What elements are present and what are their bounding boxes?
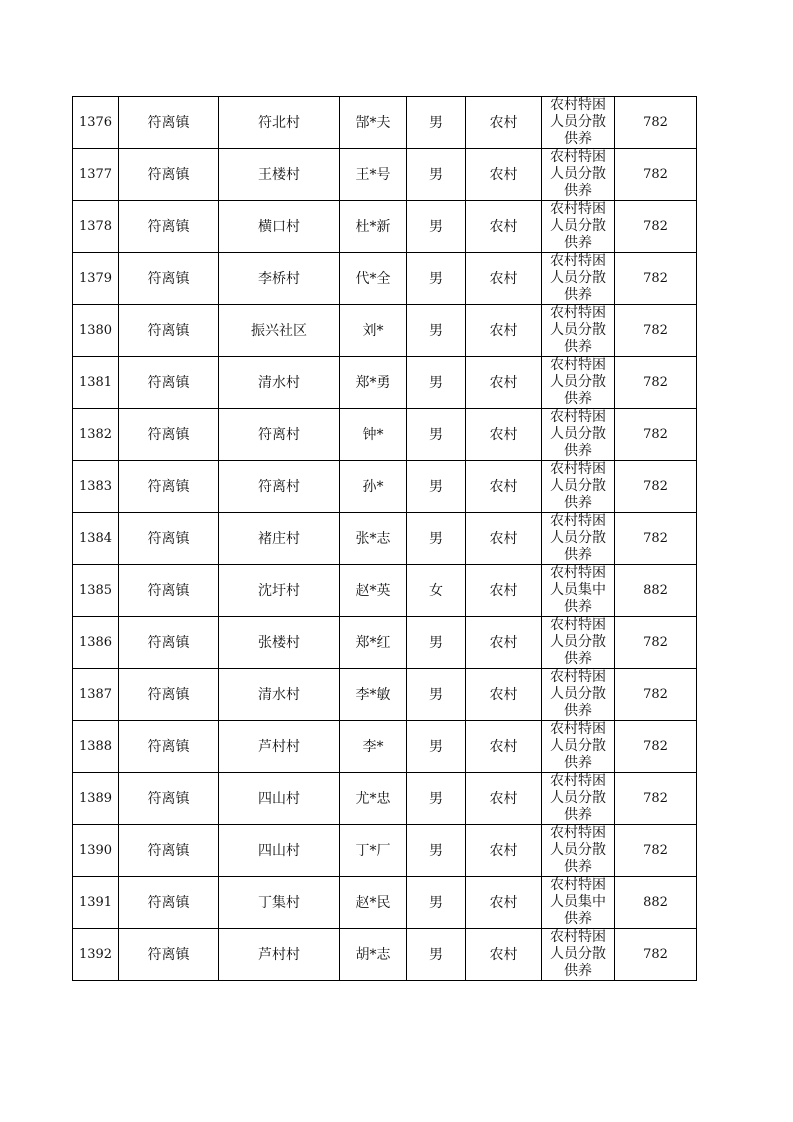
village-cell: 符北村 bbox=[219, 97, 340, 149]
support-type-wrap bbox=[546, 409, 610, 460]
table-row bbox=[73, 149, 697, 201]
support-type-wrap bbox=[546, 357, 610, 408]
gender-cell: 女 bbox=[407, 565, 466, 617]
support-type-text: 农村特困人员分散供养 bbox=[550, 305, 606, 355]
village-cell: 张楼村 bbox=[219, 617, 340, 669]
village-cell: 振兴社区 bbox=[219, 305, 340, 357]
support-type-wrap bbox=[546, 617, 610, 668]
support-type-text: 农村特困人员分散供养 bbox=[550, 149, 606, 199]
residence-type-cell: 农村 bbox=[466, 513, 542, 565]
gender-cell: 男 bbox=[407, 149, 466, 201]
support-type-wrap bbox=[546, 721, 610, 772]
village-cell: 四山村 bbox=[219, 773, 340, 825]
village-cell: 丁集村 bbox=[219, 877, 340, 929]
support-type-wrap bbox=[546, 461, 610, 512]
row-number-cell: 1389 bbox=[73, 773, 119, 825]
gender-cell: 男 bbox=[407, 201, 466, 253]
town-cell: 符离镇 bbox=[119, 149, 219, 201]
gender-cell: 男 bbox=[407, 409, 466, 461]
support-type-text: 农村特困人员分散供养 bbox=[550, 825, 606, 875]
support-type-wrap bbox=[546, 253, 610, 304]
residence-type-cell: 农村 bbox=[466, 929, 542, 981]
support-type-cell bbox=[542, 253, 615, 305]
support-type-wrap bbox=[546, 773, 610, 824]
residence-type-cell: 农村 bbox=[466, 357, 542, 409]
recipient-name-cell: 赵*英 bbox=[340, 565, 407, 617]
support-type-wrap bbox=[546, 305, 610, 356]
recipient-name-cell: 郜*夫 bbox=[340, 97, 407, 149]
amount-cell: 782 bbox=[615, 149, 697, 201]
village-cell: 横口村 bbox=[219, 201, 340, 253]
support-type-text: 农村特困人员分散供养 bbox=[550, 617, 606, 667]
support-type-cell bbox=[542, 97, 615, 149]
support-type-cell bbox=[542, 721, 615, 773]
gender-cell: 男 bbox=[407, 305, 466, 357]
village-cell: 四山村 bbox=[219, 825, 340, 877]
residence-type-cell: 农村 bbox=[466, 773, 542, 825]
support-type-text: 农村特困人员分散供养 bbox=[550, 201, 606, 251]
town-cell: 符离镇 bbox=[119, 565, 219, 617]
amount-cell: 782 bbox=[615, 513, 697, 565]
row-number-cell: 1380 bbox=[73, 305, 119, 357]
town-cell: 符离镇 bbox=[119, 669, 219, 721]
row-number-cell: 1379 bbox=[73, 253, 119, 305]
recipient-name-cell: 代*全 bbox=[340, 253, 407, 305]
amount-cell: 782 bbox=[615, 721, 697, 773]
residence-type-cell: 农村 bbox=[466, 253, 542, 305]
table-row bbox=[73, 721, 697, 773]
residence-type-cell: 农村 bbox=[466, 617, 542, 669]
town-cell: 符离镇 bbox=[119, 929, 219, 981]
town-cell: 符离镇 bbox=[119, 201, 219, 253]
amount-cell: 782 bbox=[615, 617, 697, 669]
village-cell: 芦村村 bbox=[219, 929, 340, 981]
gender-cell: 男 bbox=[407, 97, 466, 149]
gender-cell: 男 bbox=[407, 825, 466, 877]
village-cell: 褚庄村 bbox=[219, 513, 340, 565]
table-row bbox=[73, 513, 697, 565]
support-type-cell bbox=[542, 461, 615, 513]
row-number-cell: 1377 bbox=[73, 149, 119, 201]
row-number-cell: 1392 bbox=[73, 929, 119, 981]
support-type-wrap bbox=[546, 877, 610, 928]
village-cell: 清水村 bbox=[219, 669, 340, 721]
residence-type-cell: 农村 bbox=[466, 201, 542, 253]
town-cell: 符离镇 bbox=[119, 617, 219, 669]
support-type-cell bbox=[542, 669, 615, 721]
support-type-cell bbox=[542, 409, 615, 461]
row-number-cell: 1386 bbox=[73, 617, 119, 669]
table-row bbox=[73, 357, 697, 409]
gender-cell: 男 bbox=[407, 357, 466, 409]
residence-type-cell: 农村 bbox=[466, 97, 542, 149]
row-number-cell: 1378 bbox=[73, 201, 119, 253]
support-type-text: 农村特困人员分散供养 bbox=[550, 97, 606, 147]
support-type-cell bbox=[542, 305, 615, 357]
gender-cell: 男 bbox=[407, 669, 466, 721]
amount-cell: 782 bbox=[615, 669, 697, 721]
amount-cell: 882 bbox=[615, 565, 697, 617]
support-type-text: 农村特困人员分散供养 bbox=[550, 929, 606, 979]
town-cell: 符离镇 bbox=[119, 721, 219, 773]
recipient-name-cell: 孙* bbox=[340, 461, 407, 513]
village-cell: 王楼村 bbox=[219, 149, 340, 201]
amount-cell: 782 bbox=[615, 773, 697, 825]
support-type-cell bbox=[542, 877, 615, 929]
table-row bbox=[73, 461, 697, 513]
support-type-wrap bbox=[546, 149, 610, 200]
table-row bbox=[73, 877, 697, 929]
town-cell: 符离镇 bbox=[119, 773, 219, 825]
support-type-text: 农村特困人员集中供养 bbox=[550, 565, 606, 615]
table-row bbox=[73, 929, 697, 981]
amount-cell: 782 bbox=[615, 461, 697, 513]
table-row bbox=[73, 617, 697, 669]
residence-type-cell: 农村 bbox=[466, 825, 542, 877]
village-cell: 清水村 bbox=[219, 357, 340, 409]
row-number-cell: 1390 bbox=[73, 825, 119, 877]
table-row bbox=[73, 669, 697, 721]
support-type-wrap bbox=[546, 201, 610, 252]
recipient-name-cell: 王*号 bbox=[340, 149, 407, 201]
row-number-cell: 1383 bbox=[73, 461, 119, 513]
gender-cell: 男 bbox=[407, 461, 466, 513]
amount-cell: 782 bbox=[615, 825, 697, 877]
gender-cell: 男 bbox=[407, 877, 466, 929]
row-number-cell: 1385 bbox=[73, 565, 119, 617]
gender-cell: 男 bbox=[407, 721, 466, 773]
support-type-text: 农村特困人员分散供养 bbox=[550, 461, 606, 511]
support-type-wrap bbox=[546, 929, 610, 980]
row-number-cell: 1391 bbox=[73, 877, 119, 929]
residence-type-cell: 农村 bbox=[466, 877, 542, 929]
recipient-name-cell: 李* bbox=[340, 721, 407, 773]
town-cell: 符离镇 bbox=[119, 461, 219, 513]
support-type-text: 农村特困人员分散供养 bbox=[550, 669, 606, 719]
recipient-name-cell: 刘* bbox=[340, 305, 407, 357]
table-row bbox=[73, 305, 697, 357]
amount-cell: 782 bbox=[615, 929, 697, 981]
row-number-cell: 1382 bbox=[73, 409, 119, 461]
support-type-cell bbox=[542, 565, 615, 617]
table-body bbox=[73, 97, 697, 981]
town-cell: 符离镇 bbox=[119, 825, 219, 877]
support-type-cell bbox=[542, 617, 615, 669]
support-type-text: 农村特困人员分散供养 bbox=[550, 409, 606, 459]
recipient-name-cell: 胡*志 bbox=[340, 929, 407, 981]
recipient-name-cell: 杜*新 bbox=[340, 201, 407, 253]
residence-type-cell: 农村 bbox=[466, 721, 542, 773]
amount-cell: 782 bbox=[615, 357, 697, 409]
residence-type-cell: 农村 bbox=[466, 305, 542, 357]
recipient-name-cell: 郑*红 bbox=[340, 617, 407, 669]
amount-cell: 882 bbox=[615, 877, 697, 929]
residence-type-cell: 农村 bbox=[466, 669, 542, 721]
amount-cell: 782 bbox=[615, 97, 697, 149]
support-type-cell bbox=[542, 357, 615, 409]
town-cell: 符离镇 bbox=[119, 357, 219, 409]
town-cell: 符离镇 bbox=[119, 253, 219, 305]
support-type-text: 农村特困人员分散供养 bbox=[550, 773, 606, 823]
support-type-cell bbox=[542, 773, 615, 825]
village-cell: 符离村 bbox=[219, 409, 340, 461]
town-cell: 符离镇 bbox=[119, 877, 219, 929]
support-type-text: 农村特困人员分散供养 bbox=[550, 253, 606, 303]
village-cell: 沈圩村 bbox=[219, 565, 340, 617]
support-type-wrap bbox=[546, 669, 610, 720]
gender-cell: 男 bbox=[407, 253, 466, 305]
town-cell: 符离镇 bbox=[119, 97, 219, 149]
recipient-name-cell: 李*敏 bbox=[340, 669, 407, 721]
support-type-cell bbox=[542, 149, 615, 201]
row-number-cell: 1376 bbox=[73, 97, 119, 149]
support-type-wrap bbox=[546, 97, 610, 148]
amount-cell: 782 bbox=[615, 201, 697, 253]
town-cell: 符离镇 bbox=[119, 409, 219, 461]
table-row bbox=[73, 253, 697, 305]
support-type-wrap bbox=[546, 565, 610, 616]
residence-type-cell: 农村 bbox=[466, 461, 542, 513]
support-type-text: 农村特困人员分散供养 bbox=[550, 357, 606, 407]
town-cell: 符离镇 bbox=[119, 305, 219, 357]
table-row bbox=[73, 97, 697, 149]
village-cell: 芦村村 bbox=[219, 721, 340, 773]
table-row bbox=[73, 201, 697, 253]
recipient-name-cell: 尤*忠 bbox=[340, 773, 407, 825]
residence-type-cell: 农村 bbox=[466, 409, 542, 461]
support-type-text: 农村特困人员分散供养 bbox=[550, 513, 606, 563]
amount-cell: 782 bbox=[615, 305, 697, 357]
support-type-text: 农村特困人员集中供养 bbox=[550, 877, 606, 927]
support-type-cell bbox=[542, 513, 615, 565]
table-row bbox=[73, 409, 697, 461]
recipient-name-cell: 赵*民 bbox=[340, 877, 407, 929]
gender-cell: 男 bbox=[407, 513, 466, 565]
row-number-cell: 1384 bbox=[73, 513, 119, 565]
gender-cell: 男 bbox=[407, 773, 466, 825]
village-cell: 符离村 bbox=[219, 461, 340, 513]
support-type-cell bbox=[542, 929, 615, 981]
town-cell: 符离镇 bbox=[119, 513, 219, 565]
support-type-wrap bbox=[546, 825, 610, 876]
row-number-cell: 1387 bbox=[73, 669, 119, 721]
recipient-name-cell: 张*志 bbox=[340, 513, 407, 565]
amount-cell: 782 bbox=[615, 409, 697, 461]
row-number-cell: 1388 bbox=[73, 721, 119, 773]
gender-cell: 男 bbox=[407, 929, 466, 981]
row-number-cell: 1381 bbox=[73, 357, 119, 409]
recipient-name-cell: 丁*厂 bbox=[340, 825, 407, 877]
relief-recipients-table bbox=[72, 96, 697, 981]
recipient-name-cell: 郑*勇 bbox=[340, 357, 407, 409]
table-row bbox=[73, 825, 697, 877]
amount-cell: 782 bbox=[615, 253, 697, 305]
support-type-cell bbox=[542, 825, 615, 877]
village-cell: 李桥村 bbox=[219, 253, 340, 305]
table-row bbox=[73, 565, 697, 617]
gender-cell: 男 bbox=[407, 617, 466, 669]
support-type-cell bbox=[542, 201, 615, 253]
residence-type-cell: 农村 bbox=[466, 149, 542, 201]
residence-type-cell: 农村 bbox=[466, 565, 542, 617]
table-row bbox=[73, 773, 697, 825]
support-type-text: 农村特困人员分散供养 bbox=[550, 721, 606, 771]
support-type-wrap bbox=[546, 513, 610, 564]
recipient-name-cell: 钟* bbox=[340, 409, 407, 461]
